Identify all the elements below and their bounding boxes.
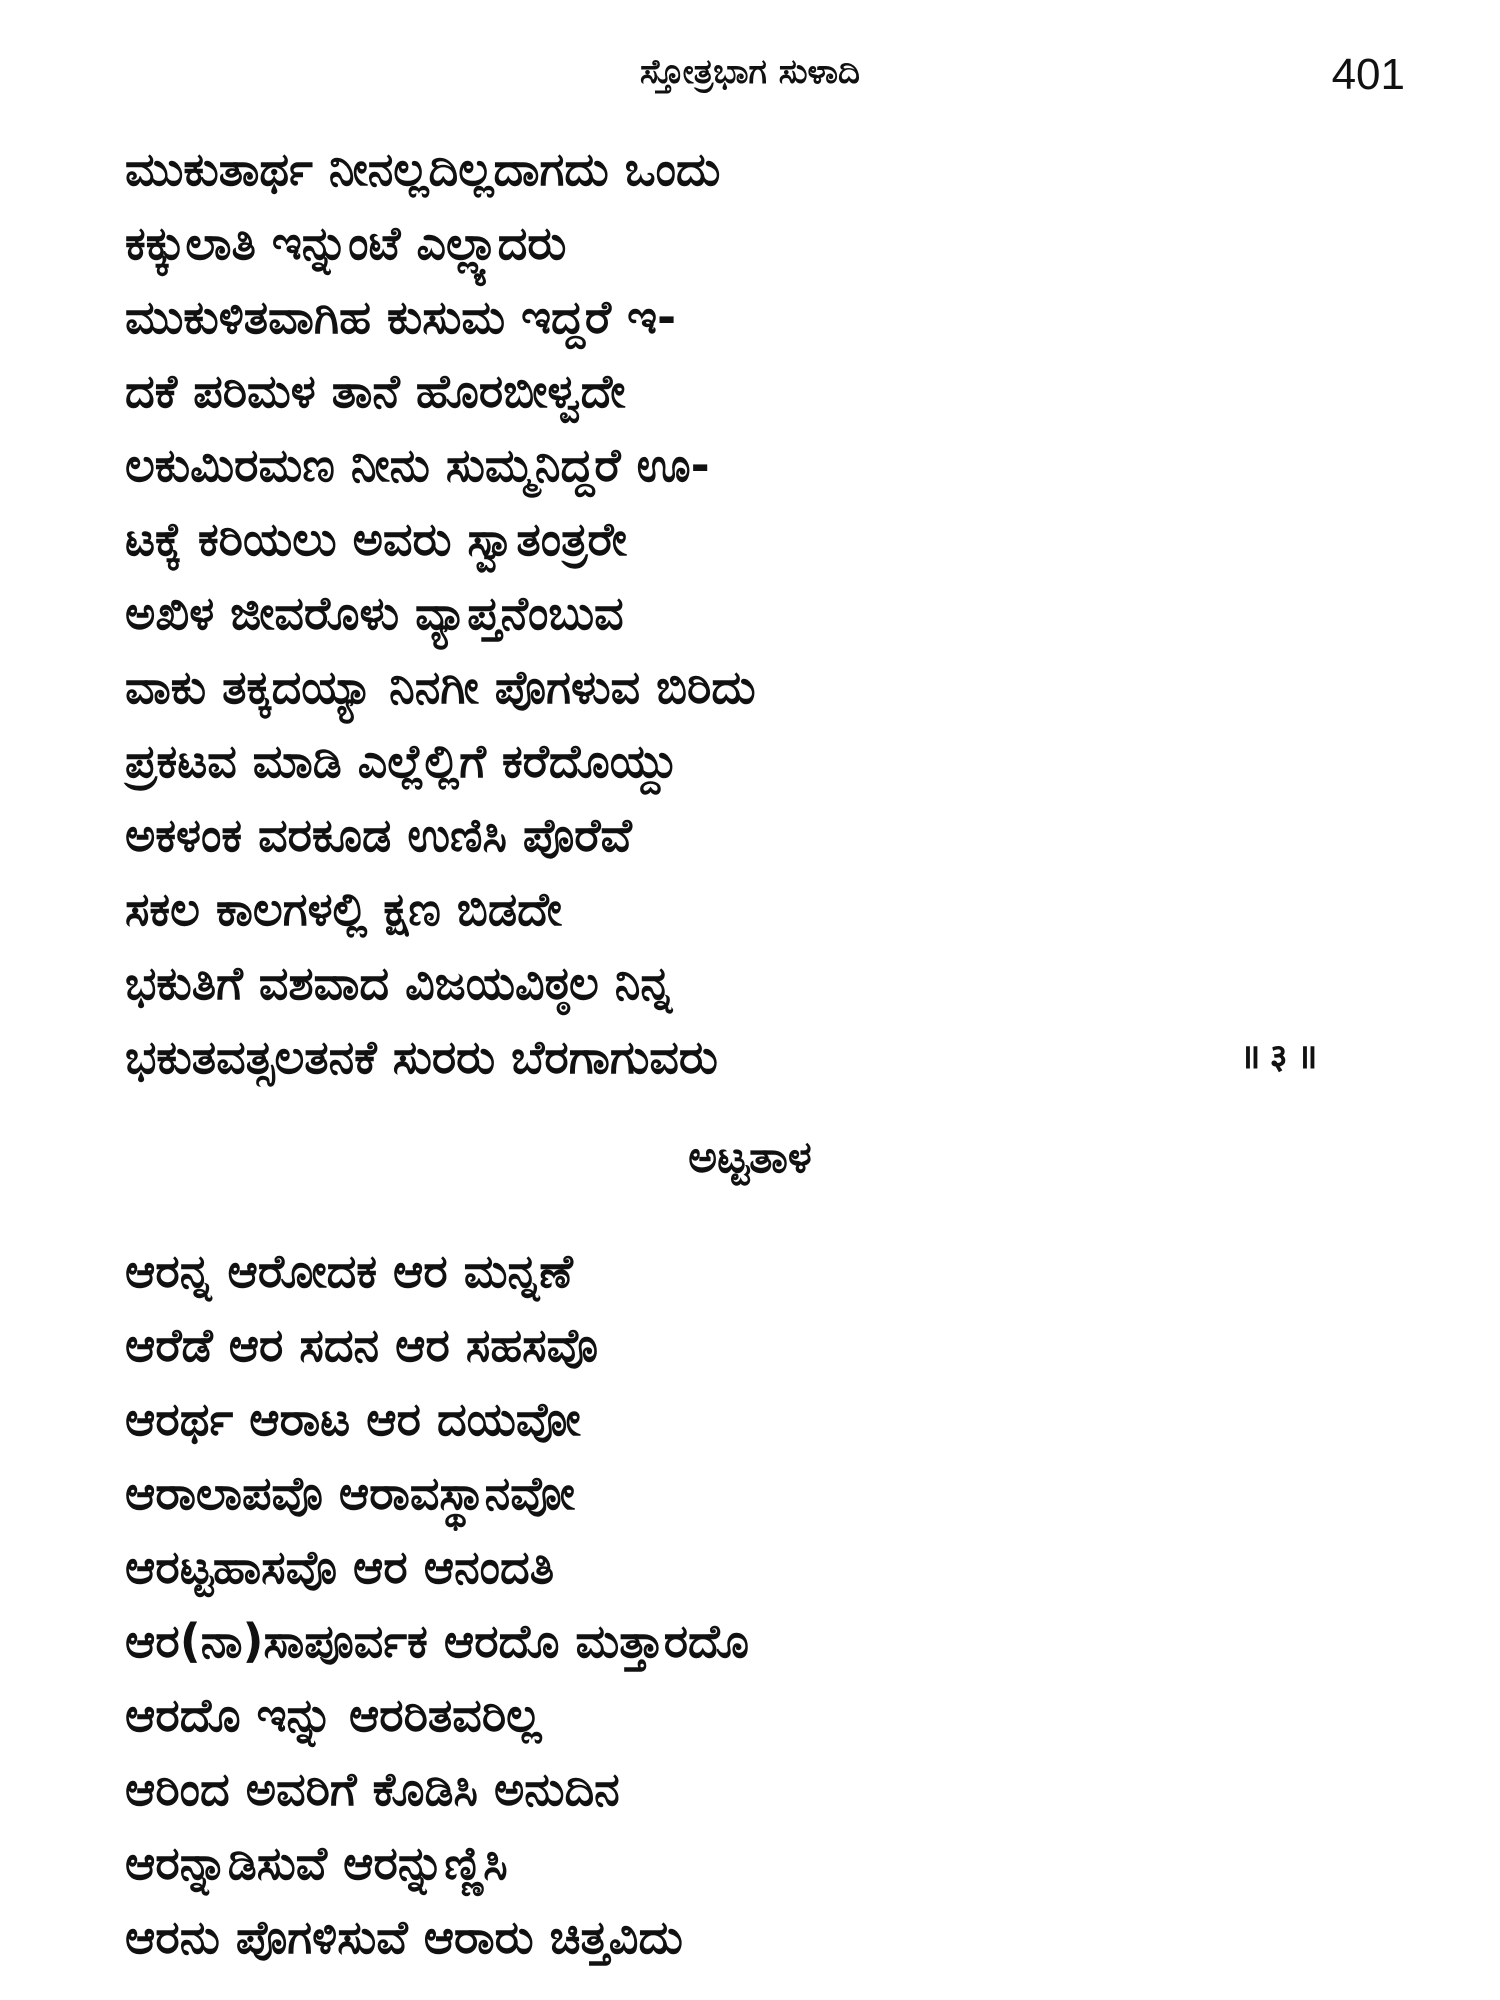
verse-line: ಭಕುತಿಗೆ ವಶವಾದ ವಿಜಯವಿಠ್ಠಲ ನಿನ್ನ (125, 956, 673, 1010)
verse-line: ವಾಕು ತಕ್ಕದಯ್ಯಾ ನಿನಗೀ ಪೊಗಳುವ ಬಿರಿದು (125, 660, 756, 714)
stanza-two (125, 1234, 1405, 1974)
verse-line: ಪ್ರಕಟವ ಮಾಡಿ ಎಲ್ಲೆಲ್ಲಿಗೆ ಕರೆದೊಯ್ದು (125, 734, 678, 788)
page-number: 401 (1331, 50, 1405, 99)
verse-line-text: ಭಕುತವತ್ಸಲತನಕೆ ಸುರರು ಬೆರಗಾಗುವರು (125, 1030, 718, 1084)
verse-line: ಆರೆಡೆ ಆರ ಸದನ ಆರ ಸಹಸವೊ (125, 1318, 598, 1372)
stanza-one (125, 132, 1405, 1094)
running-title: ಸ್ತೋತ್ರಭಾಗ ಸುಳಾದಿ (640, 52, 860, 92)
verse-line: ದಕೆ ಪರಿಮಳ ತಾನೆ ಹೊರಬೀಳ್ವದೇ (125, 364, 626, 418)
verse-line-final (125, 1020, 1405, 1094)
verse-line: ಆರನ್ನ ಆರೋದಕ ಆರ ಮನ್ನಣೆ (125, 1244, 573, 1298)
verse-line: ಆರಾಲಾಪವೊ ಆರಾವಸ್ಥಾನವೋ (125, 1466, 575, 1520)
verse-line: ಮುಕುತಾರ್ಥ ನೀನಲ್ಲದಿಲ್ಲದಾಗದು ಒಂದು (125, 142, 721, 196)
verse-line: ಆರರ್ಥ ಆರಾಟ ಆರ ದಯವೋ (125, 1392, 581, 1446)
verse-line: ಅಖಿಳ ಜೀವರೊಳು ವ್ಯಾಪ್ತನೆಂಬುವ (125, 586, 624, 640)
verse-line: ಲಕುಮಿರಮಣ ನೀನು ಸುಮ್ಮನಿದ್ದರೆ ಊ- (125, 438, 710, 492)
verse-line: ಆರನ್ನಾಡಿಸುವೆ ಆರನ್ನುಣ್ಣಿಸಿ (125, 1836, 508, 1890)
verse-line: ಆರದೊ ಇನ್ನು ಆರರಿತವರಿಲ್ಲ (125, 1688, 542, 1742)
verse-line: ಆರಿಂದ ಅವರಿಗೆ ಕೊಡಿಸಿ ಅನುದಿನ (125, 1762, 620, 1816)
verse-line: ಮುಕುಳಿತವಾಗಿಹ ಕುಸುಮ ಇದ್ದರೆ ಇ- (125, 290, 677, 344)
verse-line: ಸಕಲ ಕಾಲಗಳಲ್ಲಿ ಕ್ಷಣ ಬಿಡದೇ (125, 882, 562, 936)
verse-line: ಟಕ್ಕೆ ಕರಿಯಲು ಅವರು ಸ್ವಾತಂತ್ರರೇ (125, 512, 627, 566)
verse-line: ಅಕಳಂಕ ವರಕೂಡ ಉಣಿಸಿ ಪೊರೆವೆ (125, 808, 632, 862)
verse-line: ಕಕ್ಕುಲಾತಿ ಇನ್ನುಂಟೆ ಎಲ್ಲ್ಯಾದರು (125, 216, 567, 270)
verse-line: ಆರ(ನಾ)ಸಾಪೂರ್ವಕ ಆರದೊ ಮತ್ತಾರದೊ (125, 1614, 749, 1668)
verse-number-marker: ॥ ३ ॥ (1240, 1038, 1318, 1076)
section-heading: ಅಟ್ಟತಾಳ (688, 1132, 812, 1183)
verse-line: ಆರನು ಪೊಗಳಿಸುವೆ ಆರಾರು ಚಿತ್ತವಿದು (125, 1910, 683, 1964)
verse-line: ಆರಟ್ಟಹಾಸವೊ ಆರ ಆನಂದತಿ (125, 1540, 555, 1594)
